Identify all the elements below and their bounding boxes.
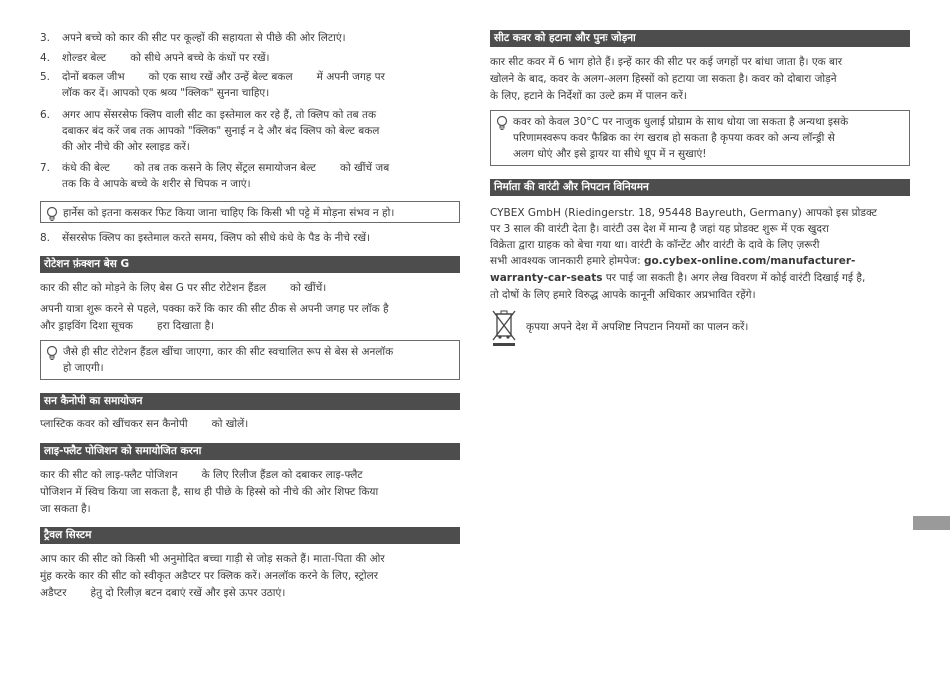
- canopy-text-b: को खोलें।: [211, 418, 249, 430]
- step-text-line2: लॉक कर दें। आपको एक श्रव्य "क्लिक" सुनना चाहिए।: [62, 87, 270, 99]
- warranty-para-5: [490, 270, 910, 286]
- step-text-line2: दबाकर बंद करें जब तक आपको "क्लिक" सुनाई न दे और बंद क्लिप को बेल्ट बकल: [62, 125, 380, 137]
- note-text-line1: जैसे ही सीट रोटेशन हैंडल खींचा जाएगा, कार की सीट स्वचालित रूप से बेस से अनलॉक: [63, 346, 394, 358]
- step-text-c: में अपनी जगह पर: [316, 71, 385, 83]
- warranty-para-6: तो दोषों के लिए हमारे विरुद्ध आपके कानूनी अधिकार अप्रभावित रहेंगे।: [490, 289, 756, 301]
- step-3: [40, 30, 460, 46]
- section-header-warranty: निर्माता की वारंटी और निपटान विनियमन: [490, 179, 910, 196]
- lieflat-para-3: जा सकता है।: [40, 503, 91, 515]
- lightbulb-icon: [495, 115, 509, 131]
- travel-para-3: [40, 585, 460, 601]
- step-text-a: शोल्डर बेल्ट: [62, 52, 107, 64]
- step-text-b: को एक साथ रखें और उन्हें बेल्ट बकल: [148, 71, 293, 83]
- warranty-para-2: पर 3 साल की वारंटी देता है। वारंटी उस देश में मान्य है जहां यह प्रोडक्ट शुरू में एक खुदरा: [490, 223, 829, 235]
- rotation-note: [40, 340, 460, 380]
- note-text-line3: अलग धोएं और इसे ड्रायर या सीधे धूप में न सुखाएं!: [513, 148, 707, 160]
- lightbulb-icon: [45, 206, 59, 222]
- disposal-text: कृपया अपने देश में अपशिष्ट निपटान नियमों का पालन करें।: [526, 321, 749, 333]
- section-header-lieflat: लाइ-फ्लैट पोजिशन को समायोजित करना: [40, 443, 460, 460]
- step-5: [40, 69, 460, 101]
- rotation-para-1: [40, 280, 460, 296]
- step-text-line1: अगर आप सेंसरसेफ क्लिप वाली सीट का इस्तेमाल कर रहे हैं, तो क्लिप को तब तक: [62, 109, 377, 121]
- rotation-para-2: अपनी यात्रा शुरू करने से पहले, पक्का करें कि कार की सीट ठीक से अपनी जगह पर लॉक है: [40, 303, 389, 315]
- warranty-para-3: विक्रेता द्वारा ग्राहक को बेचा गया था। वारंटी के कॉन्टेंट और वारंटी के दावे के लिए ज़रूरी: [490, 239, 820, 251]
- lieflat-para-2: पोजिशन में स्विच किया जा सकता है, साथ ही पीछे के हिस्से को नीचे की ओर शिफ्ट किया: [40, 486, 379, 498]
- step-number: 7.: [40, 162, 51, 174]
- step-text: सेंसरसेफ क्लिप का इस्तेमाल करते समय, क्लिप को सीधे कंधे के पैड के नीचे रखें।: [62, 232, 371, 244]
- travel-text-a: अडैप्टर: [40, 587, 67, 599]
- step-8: [40, 230, 460, 246]
- travel-para-1: आप कार की सीट को किसी भी अनुमोदित बच्चा गाड़ी से जोड़ सकते हैं। माता-पिता की ओर: [40, 553, 385, 565]
- rotation-text-c: और ड्राइविंग दिशा सूचक: [40, 320, 133, 332]
- step-text-a: दोनों बकल जीभ: [62, 71, 125, 83]
- step-text-a: कंधे की बेल्ट: [62, 162, 110, 174]
- travel-para-2: मुंह करके कार की सीट को स्वीकृत अडैप्टर पर क्लिक करें। अनलॉक करने के लिए, स्ट्रोलर: [40, 570, 379, 582]
- lieflat-text-a: कार की सीट को लाइ-फ्लैट पोजिशन: [40, 469, 178, 481]
- lightbulb-icon: [45, 345, 59, 361]
- rotation-text-b: को खींचें।: [290, 282, 327, 294]
- note-text-line2: हो जाएगी।: [63, 362, 104, 374]
- cover-para-2: खोलने के बाद, कवर के अलग-अलग हिस्सों को हटाया जा सकता है। कवर को दोबारा जोड़ने: [490, 73, 837, 85]
- section-header-canopy: सन कैनोपी का समायोजन: [40, 393, 460, 410]
- step-7: [40, 160, 460, 192]
- travel-text-b: हेतु दो रिलीज़ बटन दबाएं रखें और इसे ऊपर उठाएं।: [90, 587, 286, 599]
- note-text: हार्नेस को इतना कसकर फिट किया जाना चाहिए कि किसी भी पट्टे में मोड़ना संभव न हो।: [63, 207, 395, 219]
- rotation-text-d: हरा दिखाता है।: [157, 320, 215, 332]
- warranty-url-part2[interactable]: warranty-car-seats: [490, 272, 603, 284]
- section-header-travel: ट्रैवल सिस्टम: [40, 527, 460, 544]
- step-text-b: को सीधे अपने बच्चे के कंधों पर रखें।: [130, 52, 270, 64]
- warranty-para-4: [490, 253, 910, 269]
- step-text: अपने बच्चे को कार की सीट पर कूल्हों की सहायता से पीछे की ओर लिटाएं।: [62, 32, 346, 44]
- step-number: 4.: [40, 52, 51, 64]
- section-header-rotation: रोटेशन फ़ंक्शन बेस G: [40, 256, 460, 273]
- step-number: 3.: [40, 32, 51, 44]
- step-number: 6.: [40, 109, 51, 121]
- warranty-para-1: CYBEX GmbH (Riedingerstr. 18, 95448 Bayreuth, Germany) आपको इस प्रोडक्ट: [490, 207, 877, 219]
- step-number: 5.: [40, 71, 51, 83]
- note-text-line1: कवर को केवल 30°C पर नाजुक धुलाई प्रोग्राम के साथ धोया जा सकता है अन्यथा इसके: [513, 116, 849, 128]
- page-tab-marker: [913, 516, 950, 530]
- step-6: [40, 107, 460, 155]
- step-number: 8.: [40, 232, 51, 244]
- section-header-cover: सीट कवर को हटाना और पुनः जोड़ना: [490, 30, 910, 47]
- step-text-b: को तब तक कसने के लिए सेंट्रल समायोजन बेल्ट: [133, 162, 316, 174]
- rotation-para-3: [40, 318, 460, 334]
- canopy-text-a: प्लास्टिक कवर को खींचकर सन कैनोपी: [40, 418, 188, 430]
- rotation-text-a: कार की सीट को मोड़ने के लिए बेस G पर सीट रोटेशन हैंडल: [40, 282, 267, 294]
- harness-note: [40, 201, 460, 223]
- step-4: [40, 50, 460, 66]
- note-text-line2: परिणामस्वरूप कवर फैब्रिक का रंग खराब हो सकता है कृपया कवर को अन्य लॉन्ड्री से: [513, 132, 835, 144]
- step-text-line2: तक कि वे आपके बच्चे के शरीर से चिपक न जाएं।: [62, 178, 251, 190]
- warranty-url-part1[interactable]: go.cybex-online.com/manufacturer-: [643, 255, 856, 267]
- warranty-text-b: पर पाई जा सकती है। अगर लेख विवरण में कोई वारंटी दिखाई गई है,: [605, 272, 866, 284]
- cover-para-1: कार सीट कवर में 6 भाग होते हैं। इन्हें कार की सीट पर कई जगहों पर बांधा जाता है। एक बार: [490, 56, 843, 68]
- cover-para-3: के लिए, हटाने के निर्देशों का उल्टे क्रम में पालन करें।: [490, 90, 687, 102]
- step-text-c: को खींचें जब: [339, 162, 390, 174]
- warranty-text-a: सभी आवश्यक जानकारी हमारे होमपेज:: [490, 255, 641, 267]
- cover-note: [490, 110, 910, 166]
- weee-bin-icon: [490, 308, 518, 348]
- lieflat-para-1: [40, 467, 460, 483]
- canopy-para: [40, 416, 460, 432]
- lieflat-text-b: के लिए रिलीज हैंडल को दबाकर लाइ-फ्लैट: [201, 469, 363, 481]
- step-text-line3: की ओर नीचे की ओर स्लाइड करें।: [62, 141, 190, 153]
